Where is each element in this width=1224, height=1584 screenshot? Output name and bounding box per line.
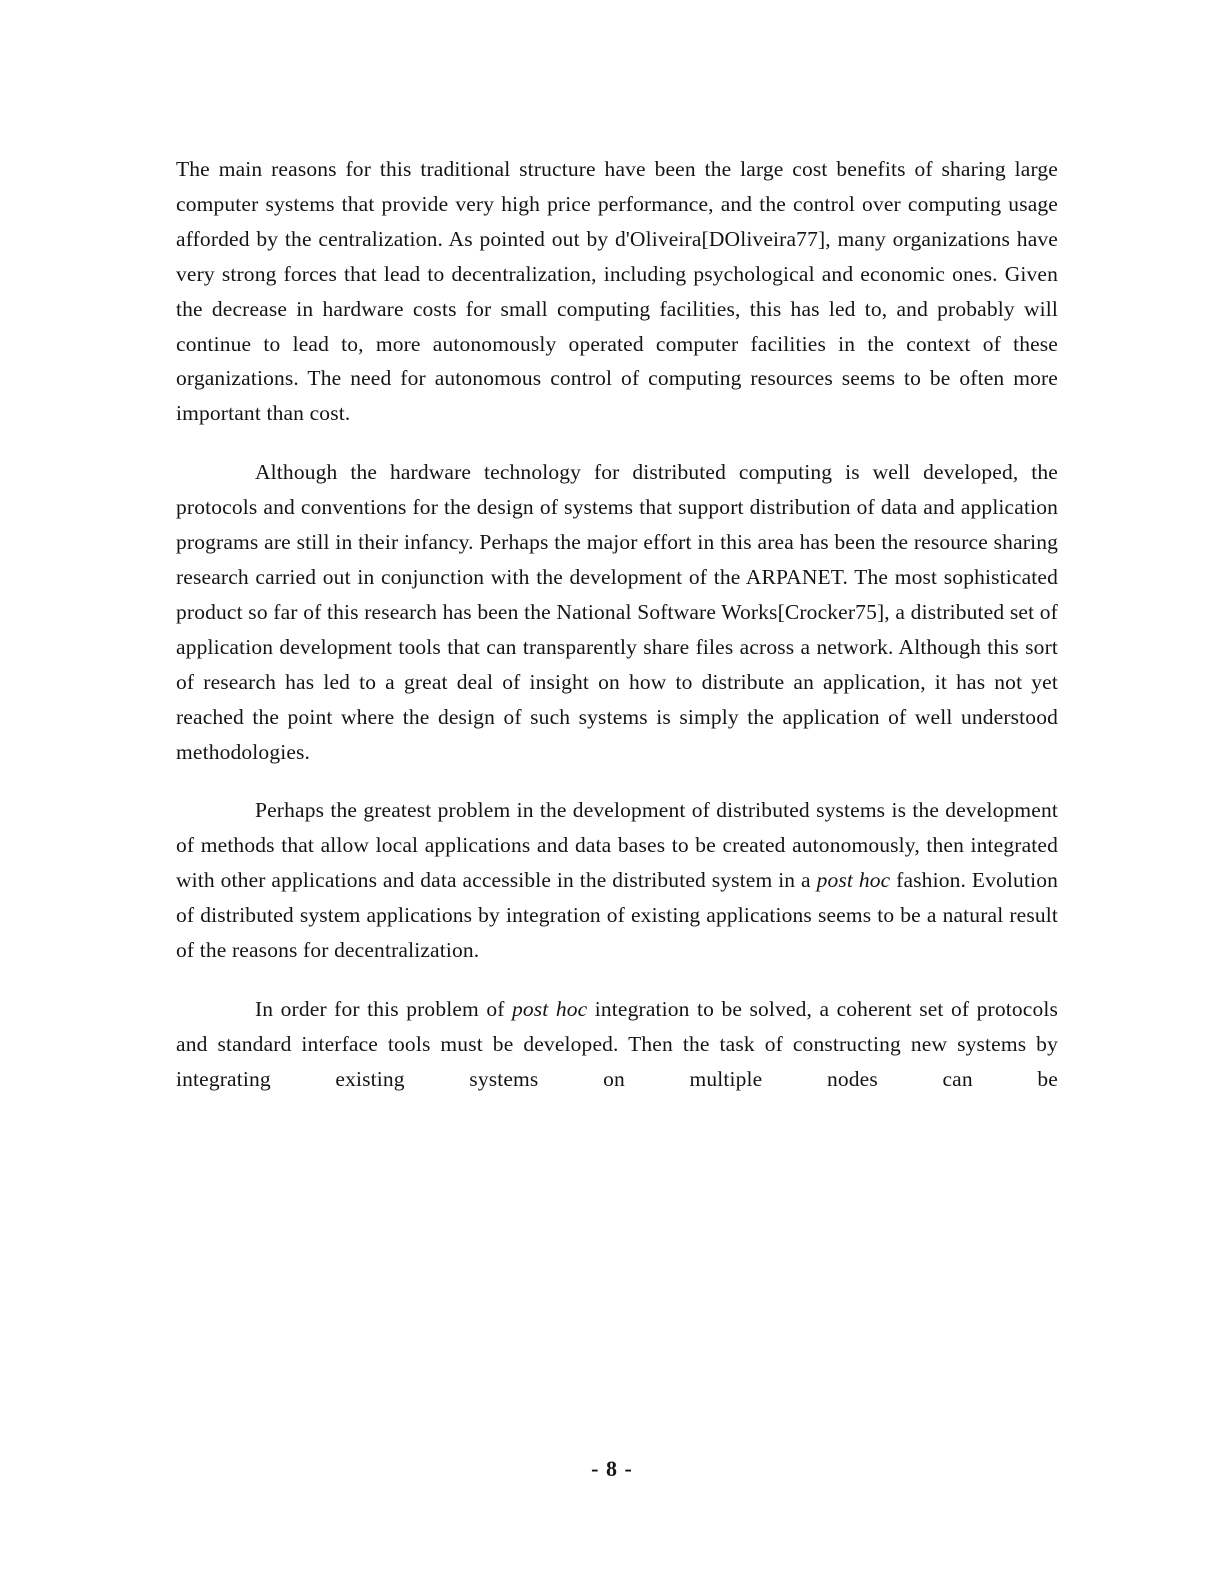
paragraph-1 [176, 152, 1058, 431]
paragraph-2 [176, 455, 1058, 769]
paragraph-1-text: The main reasons for this traditional structure have been the large cost benefits of sharing large computer systems that provide very high price performance, and the control over computing usage afforded by the centralization. As pointed out by d'Oliveira[DOliveira77], many organizations have very strong forces that lead to decentralization, including psychological and economic ones. Given the decrease in hardware costs for small computing facilities, this has led to, and probably will continue to lead to, more autonomously operated computer facilities in the context of these organizations. The need for autonomous control of computing resources seems to be often more important than cost. [176, 157, 1058, 426]
page-number: - 8 - [591, 1456, 633, 1481]
paragraph-4-text-a: In order for this problem of [255, 996, 512, 1021]
paragraph-3-emphasis: post hoc [816, 868, 891, 893]
paragraph-4 [176, 992, 1058, 1097]
paragraph-3-text-a: Perhaps the greatest problem in the development of distributed systems is the development of methods that allow local applications and data bases to be created autonomously, then integrated with other applications and data accessible in the distributed system in a [176, 798, 1058, 893]
paragraph-3 [176, 793, 1058, 968]
paragraph-2-text: Although the hardware technology for distributed computing is well developed, the protocols and conventions for the design of systems that support distribution of data and application programs are still in their infancy. Perhaps the major effort in this area has been the resource sharing research carried out in conjunction with the development of the ARPANET. The most sophisticated product so far of this research has been the National Software Works[Crocker75], a distributed set of application development tools that can transparently share files across a network. Although this sort of research has led to a great deal of insight on how to distribute an application, it has not yet reached the point where the design of such systems is simply the application of well understood methodologies. [176, 460, 1058, 764]
paragraph-4-text-b: integration to be solved, a coherent set of protocols and standard interface tools must be developed. Then the task of constructing new systems by integrating existing systems on multiple nodes can be [176, 996, 1058, 1091]
body-text [176, 152, 1058, 1097]
paragraph-4-emphasis: post hoc [511, 996, 588, 1021]
paragraph-3-text-b: fashion. Evolution of distributed system applications by integration of existing applications seems to be a natural result of the reasons for decentralization. [176, 868, 1058, 963]
